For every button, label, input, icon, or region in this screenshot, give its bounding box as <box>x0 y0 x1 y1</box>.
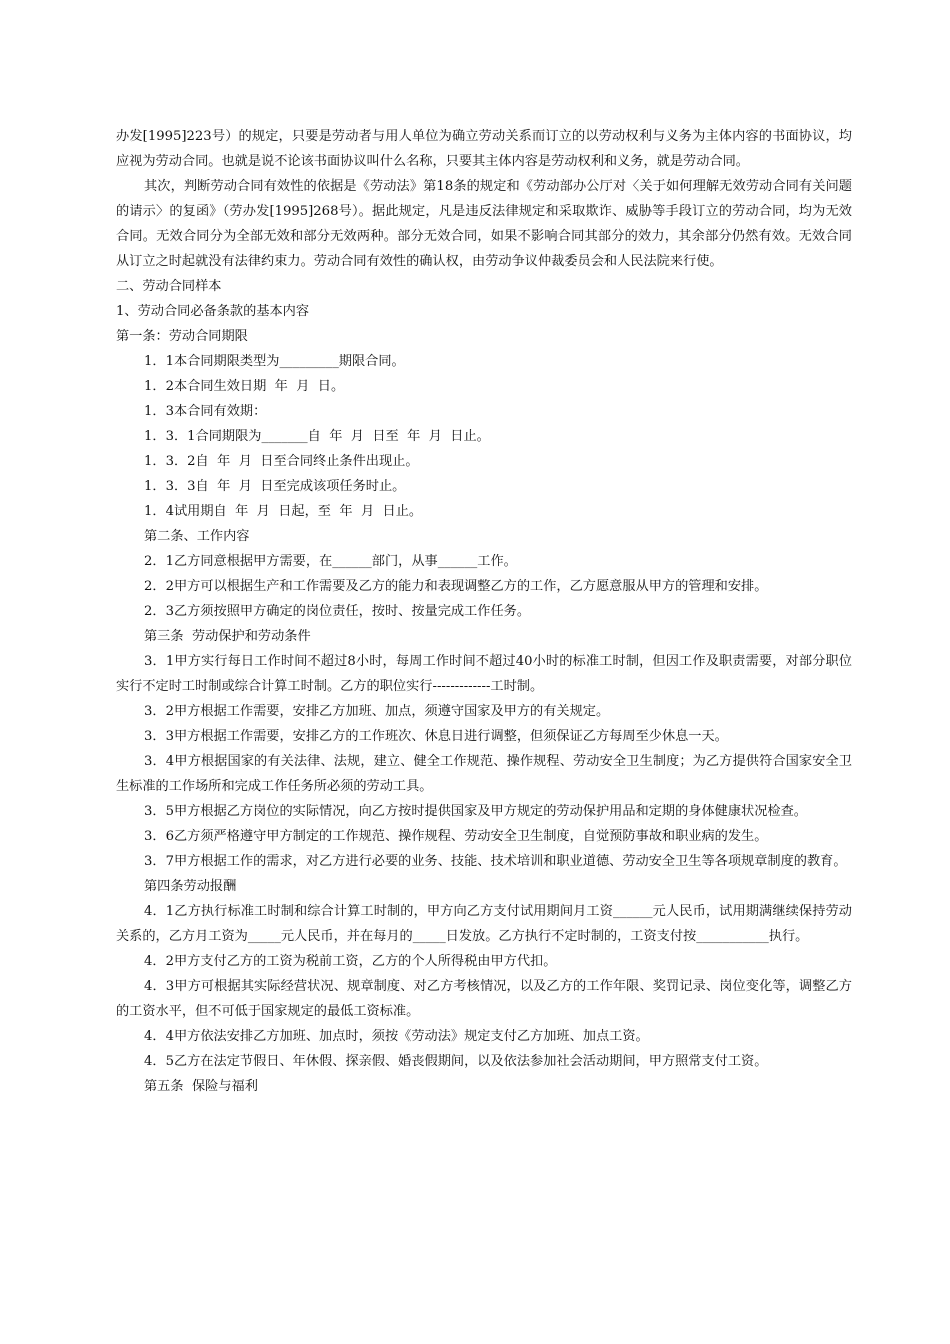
paragraph: 3．5甲方根据乙方岗位的实际情况，向乙方按时提供国家及甲方规定的劳动保护用品和定期的身体健康状况检查。 <box>144 804 807 819</box>
paragraph: 3．6乙方须严格遵守甲方制定的工作规范、操作规程、劳动安全卫生制度，自觉预防事故和职业病的发生。 <box>144 829 768 844</box>
paragraph: 1．3．2自 年 月 日至合同终止条件出现止。 <box>144 454 419 469</box>
paragraph: 第一条：劳动合同期限 <box>116 329 248 344</box>
paragraph: 2．3乙方须按照甲方确定的岗位责任，按时、按量完成工作任务。 <box>144 604 531 619</box>
paragraph: 1．2本合同生效日期 年 月 日。 <box>144 379 345 394</box>
paragraph: 二、劳动合同样本 <box>116 279 222 294</box>
paragraph: 3．1甲方实行每日工作时间不超过8小时，每周工作时间不超过40小时的标准工时制，但因工作及职责需要，对部分职位实行不定时工时制或综合计算工时制。乙方的职位实行-------------工时制。 <box>116 654 852 694</box>
paragraph: 1．3本合同有效期： <box>144 404 267 419</box>
paragraph: 其次，判断劳动合同有效性的依据是《劳动法》第18条的规定和《劳动部办公厅对〈关于如何理解无效劳动合同有关问题的请示〉的复函》（劳办发[1995]268号）。据此规定，凡是违反法律规定和采取欺诈、威胁等手段订立的劳动合同，均为无效合同。无效合同分为全部无效和部分无效两种。部分无效合同，如果不影响合同其部分的效力，其余部分仍然有效。无效合同从订立之时起就没有法律约束力。劳动合同有效性的确认权，由劳动争议仲裁委员会和人民法院来行使。 <box>116 179 852 269</box>
paragraph: 4．2甲方支付乙方的工资为税前工资，乙方的个人所得税由甲方代扣。 <box>144 954 557 969</box>
paragraph: 1．3．1合同期限为_______自 年 月 日至 年 月 日止。 <box>144 429 490 444</box>
document-page <box>116 124 852 1099</box>
paragraph: 3．3甲方根据工作需要，安排乙方的工作班次、休息日进行调整，但须保证乙方每周至少休息一天。 <box>144 729 728 744</box>
paragraph: 1．1本合同期限类型为_________期限合同。 <box>144 354 405 369</box>
paragraph: 1．3．3自 年 月 日至完成该项任务时止。 <box>144 479 406 494</box>
paragraph: 第二条、工作内容 <box>144 529 250 544</box>
paragraph: 1．4试用期自 年 月 日起，至 年 月 日止。 <box>144 504 423 519</box>
paragraph: 4．4甲方依法安排乙方加班、加点时，须按《劳动法》规定支付乙方加班、加点工资。 <box>144 1029 649 1044</box>
paragraph: 4．3甲方可根据其实际经营状况、规章制度、对乙方考核情况，以及乙方的工作年限、奖罚记录、岗位变化等，调整乙方的工资水平，但不可低于国家规定的最低工资标准。 <box>116 979 852 1019</box>
paragraph: 2．2甲方可以根据生产和工作需要及乙方的能力和表现调整乙方的工作，乙方愿意服从甲方的管理和安排。 <box>144 579 768 594</box>
paragraph: 3．7甲方根据工作的需求，对乙方进行必要的业务、技能、技术培训和职业道德、劳动安全卫生等各项规章制度的教育。 <box>144 854 847 869</box>
paragraph: 2．1乙方同意根据甲方需要，在______部门，从事______工作。 <box>144 554 517 569</box>
paragraph: 办发[1995]223号）的规定，只要是劳动者与用人单位为确立劳动关系而订立的以劳动权利与义务为主体内容的书面协议，均应视为劳动合同。也就是说不论该书面协议叫什么名称，只要其主体内容是劳动权利和义务，就是劳动合同。 <box>116 129 852 169</box>
paragraph: 4．1乙方执行标准工时制和综合计算工时制的，甲方向乙方支付试用期间月工资______元人民币，试用期满继续保持劳动关系的，乙方月工资为_____元人民币，并在每月的_____日发放。乙方执行不定时制的，工资支付按___________执行。 <box>116 904 852 944</box>
paragraph: 4．5乙方在法定节假日、年休假、探亲假、婚丧假期间，以及依法参加社会活动期间，甲方照常支付工资。 <box>144 1054 768 1069</box>
paragraph: 第三条 劳动保护和劳动条件 <box>144 629 311 644</box>
paragraph: 3．2甲方根据工作需要，安排乙方加班、加点，须遵守国家及甲方的有关规定。 <box>144 704 610 719</box>
paragraph: 1、劳动合同必备条款的基本内容 <box>116 304 310 319</box>
paragraph: 第四条劳动报酬 <box>144 879 237 894</box>
paragraph: 第五条 保险与福利 <box>144 1079 258 1094</box>
paragraph: 3．4甲方根据国家的有关法律、法规，建立、健全工作规范、操作规程、劳动安全卫生制度；为乙方提供符合国家安全卫生标准的工作场所和完成工作任务所必须的劳动工具。 <box>116 754 852 794</box>
